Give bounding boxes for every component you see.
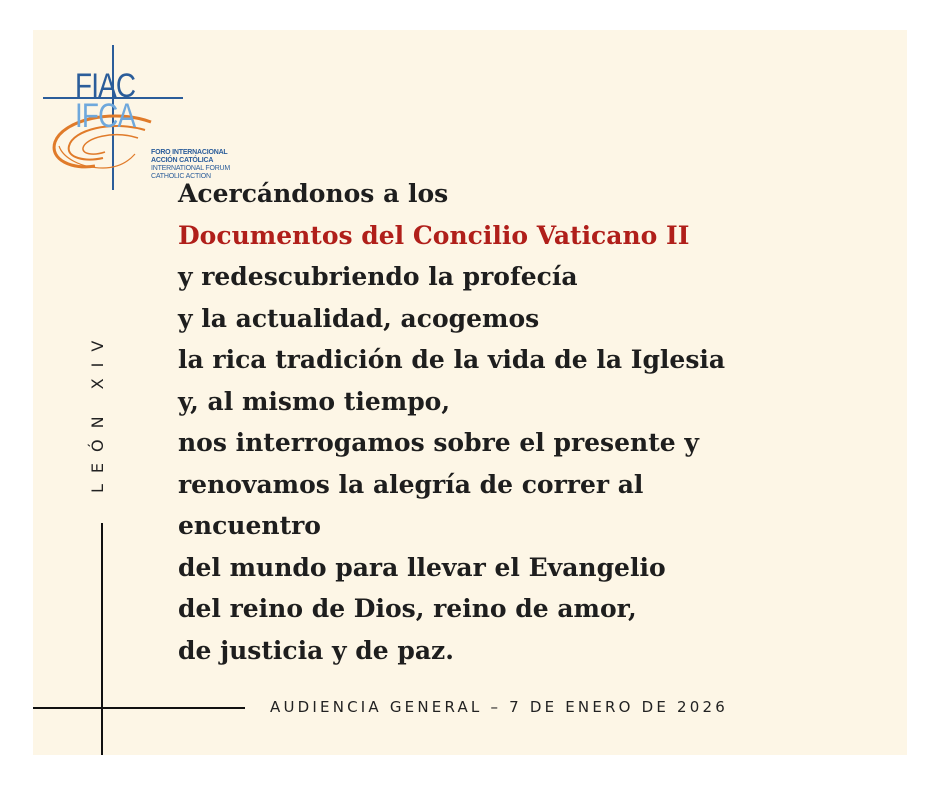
logo-fiac-text: FIAC <box>75 67 136 105</box>
quote-line: Documentos del Concilio Vaticano II <box>178 220 690 250</box>
quote-line: y la actualidad, acogemos <box>178 303 540 333</box>
quote-line: del mundo para llevar el Evangelio <box>178 552 666 582</box>
logo-subtitle-es: FORO INTERNACIONAL ACCIÓN CATÓLICA <box>151 149 228 164</box>
quote-line: la rica tradición de la vida de la Iglesia <box>178 345 726 374</box>
horizontal-divider-line <box>33 707 245 709</box>
footer-event-date: AUDIENCIA GENERAL – 7 DE ENERO DE 2026 <box>270 698 728 716</box>
quote-line: renovamos la alegría de correr al <box>178 469 644 499</box>
author-name: LEÓN XIV <box>88 329 107 493</box>
quote-line: y, al mismo tiempo, <box>178 386 451 416</box>
quote-line: encuentro <box>178 511 321 540</box>
logo-subtitle-en: INTERNATIONAL FORUM CATHOLIC ACTION <box>151 165 231 180</box>
quote-line: y redescubriendo la profecía <box>178 262 578 291</box>
quote-line: Acercándonos a los <box>178 179 449 208</box>
quote-line: nos interrogamos sobre el presente y <box>178 428 699 457</box>
logo-ifca-text: IFCA <box>75 97 136 135</box>
quote-text <box>178 173 898 671</box>
vertical-divider-line <box>101 523 103 755</box>
quote-line: de justicia y de paz. <box>178 635 454 665</box>
quote-line: del reino de Dios, reino de amor, <box>178 594 637 623</box>
